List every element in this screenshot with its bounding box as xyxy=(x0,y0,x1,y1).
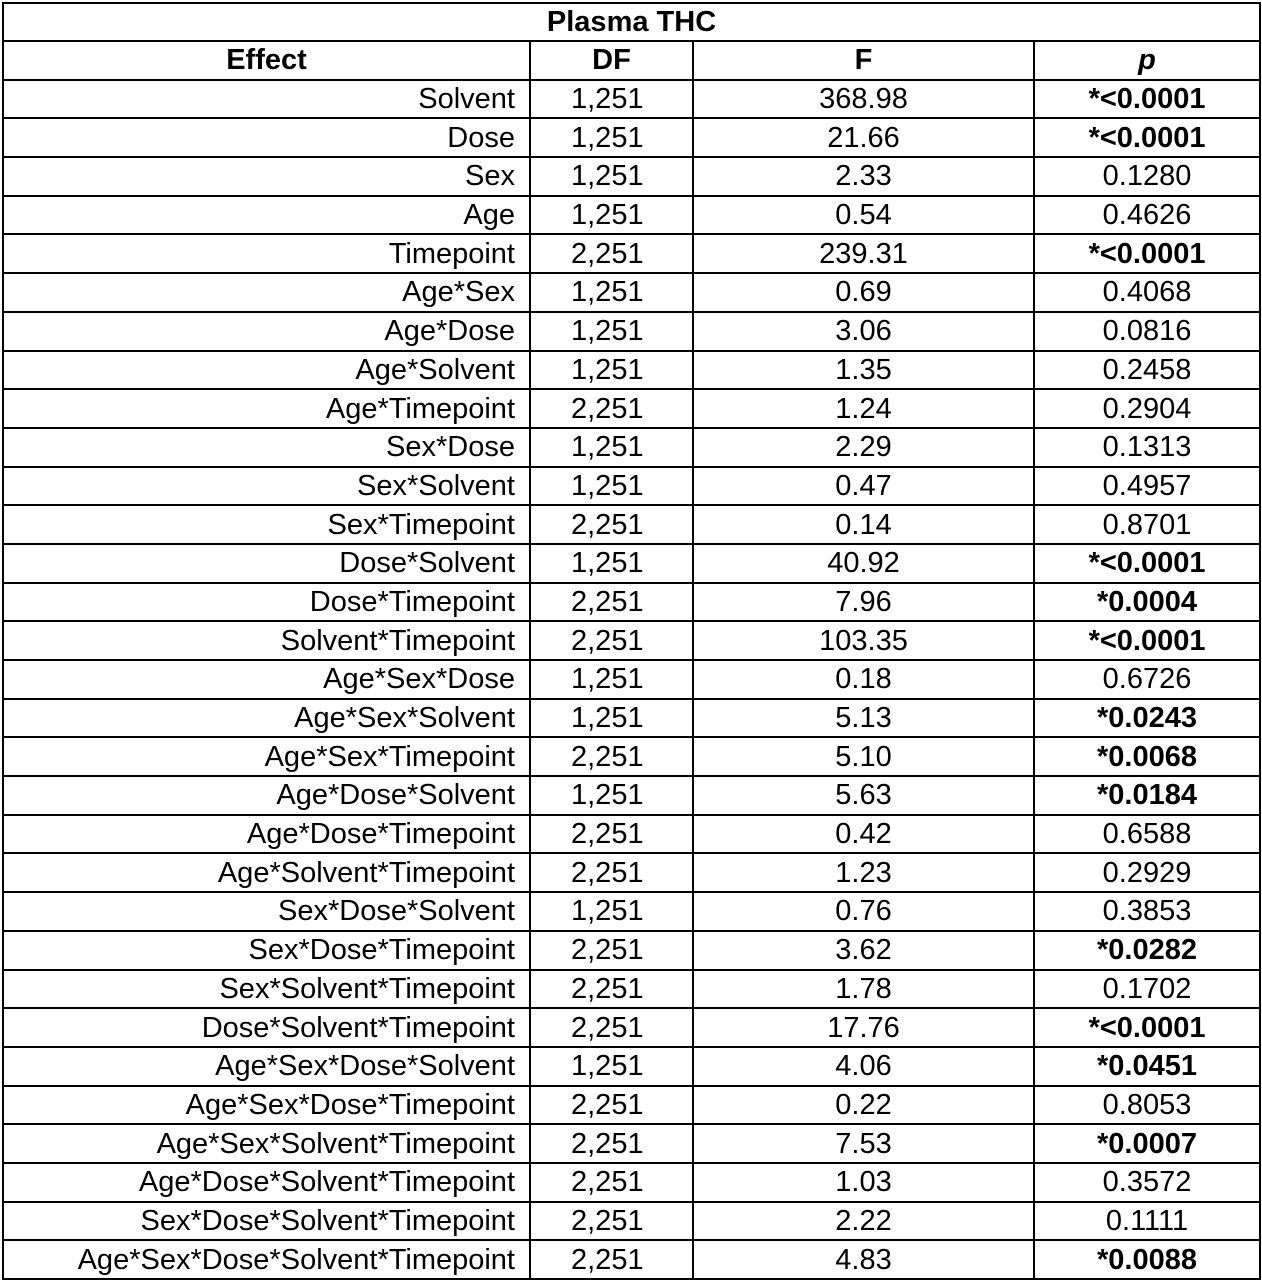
header-df: DF xyxy=(530,41,693,80)
f-value-cell: 7.96 xyxy=(693,583,1034,622)
table-row xyxy=(3,621,1260,660)
p-value-cell: 0.1280 xyxy=(1034,157,1260,196)
anova-table xyxy=(2,2,1261,1280)
df-cell: 2,251 xyxy=(530,1124,693,1163)
table-body xyxy=(3,80,1260,1279)
df-cell: 1,251 xyxy=(530,157,693,196)
effect-cell: Age*Sex*Solvent*Timepoint xyxy=(3,1124,530,1163)
table-row xyxy=(3,931,1260,970)
p-value-cell: 0.1313 xyxy=(1034,428,1260,467)
p-value-cell: 0.6726 xyxy=(1034,660,1260,699)
df-cell: 1,251 xyxy=(530,273,693,312)
table-row xyxy=(3,1086,1260,1125)
df-cell: 1,251 xyxy=(530,1047,693,1086)
df-cell: 1,251 xyxy=(530,467,693,506)
df-cell: 2,251 xyxy=(530,389,693,428)
effect-cell: Age*Sex*Dose*Solvent xyxy=(3,1047,530,1086)
df-cell: 2,251 xyxy=(530,1086,693,1125)
p-value-cell: 0.4957 xyxy=(1034,467,1260,506)
df-cell: 2,251 xyxy=(530,970,693,1009)
effect-cell: Sex*Solvent xyxy=(3,467,530,506)
effect-cell: Age*Solvent*Timepoint xyxy=(3,853,530,892)
table-title: Plasma THC xyxy=(3,3,1260,41)
p-value-cell: *0.0243 xyxy=(1034,699,1260,738)
df-cell: 2,251 xyxy=(530,815,693,854)
table-row xyxy=(3,815,1260,854)
df-cell: 1,251 xyxy=(530,80,693,119)
df-cell: 1,251 xyxy=(530,351,693,390)
f-value-cell: 4.83 xyxy=(693,1240,1034,1279)
p-value-cell: *0.0007 xyxy=(1034,1124,1260,1163)
table-row xyxy=(3,737,1260,776)
table-row xyxy=(3,428,1260,467)
f-value-cell: 7.53 xyxy=(693,1124,1034,1163)
effect-cell: Age*Solvent xyxy=(3,351,530,390)
table-row xyxy=(3,1008,1260,1047)
effect-cell: Timepoint xyxy=(3,234,530,273)
effect-cell: Dose*Timepoint xyxy=(3,583,530,622)
effect-cell: Age*Sex xyxy=(3,273,530,312)
effect-cell: Age xyxy=(3,196,530,235)
df-cell: 1,251 xyxy=(530,660,693,699)
p-value-cell: *0.0088 xyxy=(1034,1240,1260,1279)
f-value-cell: 5.63 xyxy=(693,776,1034,815)
table-row xyxy=(3,196,1260,235)
df-cell: 2,251 xyxy=(530,621,693,660)
table-row xyxy=(3,351,1260,390)
effect-cell: Sex xyxy=(3,157,530,196)
f-value-cell: 1.24 xyxy=(693,389,1034,428)
effect-cell: Solvent*Timepoint xyxy=(3,621,530,660)
p-value-cell: *<0.0001 xyxy=(1034,621,1260,660)
p-value-cell: *0.0068 xyxy=(1034,737,1260,776)
df-cell: 1,251 xyxy=(530,312,693,351)
f-value-cell: 368.98 xyxy=(693,80,1034,119)
df-cell: 1,251 xyxy=(530,776,693,815)
df-cell: 2,251 xyxy=(530,737,693,776)
df-cell: 2,251 xyxy=(530,931,693,970)
effect-cell: Dose xyxy=(3,118,530,157)
p-value-cell: 0.8701 xyxy=(1034,505,1260,544)
effect-cell: Age*Dose*Solvent*Timepoint xyxy=(3,1163,530,1202)
df-cell: 2,251 xyxy=(530,505,693,544)
p-value-cell: 0.1702 xyxy=(1034,970,1260,1009)
table-row xyxy=(3,544,1260,583)
f-value-cell: 103.35 xyxy=(693,621,1034,660)
f-value-cell: 0.14 xyxy=(693,505,1034,544)
table-row xyxy=(3,80,1260,119)
f-value-cell: 21.66 xyxy=(693,118,1034,157)
table-row xyxy=(3,234,1260,273)
f-value-cell: 4.06 xyxy=(693,1047,1034,1086)
table-row xyxy=(3,970,1260,1009)
df-cell: 2,251 xyxy=(530,234,693,273)
effect-cell: Solvent xyxy=(3,80,530,119)
table-row xyxy=(3,1047,1260,1086)
table-row xyxy=(3,312,1260,351)
table-row xyxy=(3,892,1260,931)
p-value-cell: *0.0004 xyxy=(1034,583,1260,622)
header-row xyxy=(3,41,1260,80)
table-row xyxy=(3,776,1260,815)
p-value-cell: 0.3853 xyxy=(1034,892,1260,931)
header-p: p xyxy=(1034,41,1260,80)
effect-cell: Age*Timepoint xyxy=(3,389,530,428)
table-row xyxy=(3,1202,1260,1241)
f-value-cell: 2.29 xyxy=(693,428,1034,467)
p-value-cell: *<0.0001 xyxy=(1034,1008,1260,1047)
table-row xyxy=(3,1124,1260,1163)
effect-cell: Age*Sex*Dose xyxy=(3,660,530,699)
p-value-cell: 0.8053 xyxy=(1034,1086,1260,1125)
header-f: F xyxy=(693,41,1034,80)
table-row xyxy=(3,118,1260,157)
effect-cell: Age*Dose xyxy=(3,312,530,351)
title-row xyxy=(3,3,1260,41)
f-value-cell: 2.33 xyxy=(693,157,1034,196)
table-row xyxy=(3,853,1260,892)
f-value-cell: 40.92 xyxy=(693,544,1034,583)
f-value-cell: 0.54 xyxy=(693,196,1034,235)
table-row xyxy=(3,157,1260,196)
f-value-cell: 0.22 xyxy=(693,1086,1034,1125)
f-value-cell: 5.13 xyxy=(693,699,1034,738)
p-value-cell: 0.4068 xyxy=(1034,273,1260,312)
p-value-cell: 0.3572 xyxy=(1034,1163,1260,1202)
p-value-cell: 0.2929 xyxy=(1034,853,1260,892)
table-row xyxy=(3,699,1260,738)
effect-cell: Sex*Timepoint xyxy=(3,505,530,544)
p-value-cell: 0.6588 xyxy=(1034,815,1260,854)
p-value-cell: 0.2904 xyxy=(1034,389,1260,428)
df-cell: 1,251 xyxy=(530,892,693,931)
df-cell: 2,251 xyxy=(530,1163,693,1202)
f-value-cell: 0.47 xyxy=(693,467,1034,506)
effect-cell: Sex*Dose*Solvent*Timepoint xyxy=(3,1202,530,1241)
f-value-cell: 2.22 xyxy=(693,1202,1034,1241)
p-value-cell: *0.0451 xyxy=(1034,1047,1260,1086)
f-value-cell: 0.76 xyxy=(693,892,1034,931)
effect-cell: Age*Sex*Solvent xyxy=(3,699,530,738)
df-cell: 2,251 xyxy=(530,853,693,892)
p-value-cell: *0.0184 xyxy=(1034,776,1260,815)
table-row xyxy=(3,1240,1260,1279)
table-row xyxy=(3,660,1260,699)
f-value-cell: 1.23 xyxy=(693,853,1034,892)
df-cell: 1,251 xyxy=(530,544,693,583)
header-effect: Effect xyxy=(3,41,530,80)
effect-cell: Sex*Dose xyxy=(3,428,530,467)
df-cell: 2,251 xyxy=(530,1202,693,1241)
effect-cell: Age*Dose*Solvent xyxy=(3,776,530,815)
table-row xyxy=(3,583,1260,622)
df-cell: 2,251 xyxy=(530,1008,693,1047)
table-row xyxy=(3,467,1260,506)
f-value-cell: 1.03 xyxy=(693,1163,1034,1202)
f-value-cell: 5.10 xyxy=(693,737,1034,776)
effect-cell: Sex*Solvent*Timepoint xyxy=(3,970,530,1009)
f-value-cell: 3.62 xyxy=(693,931,1034,970)
p-value-cell: *<0.0001 xyxy=(1034,234,1260,273)
p-value-cell: 0.0816 xyxy=(1034,312,1260,351)
df-cell: 2,251 xyxy=(530,1240,693,1279)
table-row xyxy=(3,273,1260,312)
effect-cell: Dose*Solvent*Timepoint xyxy=(3,1008,530,1047)
p-value-cell: 0.1111 xyxy=(1034,1202,1260,1241)
p-value-cell: *0.0282 xyxy=(1034,931,1260,970)
effect-cell: Sex*Dose*Solvent xyxy=(3,892,530,931)
p-value-cell: *<0.0001 xyxy=(1034,544,1260,583)
p-value-cell: *<0.0001 xyxy=(1034,118,1260,157)
f-value-cell: 0.69 xyxy=(693,273,1034,312)
table-row xyxy=(3,389,1260,428)
f-value-cell: 17.76 xyxy=(693,1008,1034,1047)
effect-cell: Sex*Dose*Timepoint xyxy=(3,931,530,970)
df-cell: 1,251 xyxy=(530,196,693,235)
p-value-cell: 0.4626 xyxy=(1034,196,1260,235)
table-container xyxy=(2,2,1261,1280)
f-value-cell: 0.18 xyxy=(693,660,1034,699)
f-value-cell: 239.31 xyxy=(693,234,1034,273)
effect-cell: Dose*Solvent xyxy=(3,544,530,583)
effect-cell: Age*Sex*Dose*Solvent*Timepoint xyxy=(3,1240,530,1279)
f-value-cell: 1.78 xyxy=(693,970,1034,1009)
f-value-cell: 3.06 xyxy=(693,312,1034,351)
effect-cell: Age*Sex*Timepoint xyxy=(3,737,530,776)
df-cell: 1,251 xyxy=(530,699,693,738)
table-row xyxy=(3,1163,1260,1202)
p-value-cell: *<0.0001 xyxy=(1034,80,1260,119)
df-cell: 1,251 xyxy=(530,118,693,157)
f-value-cell: 1.35 xyxy=(693,351,1034,390)
p-value-cell: 0.2458 xyxy=(1034,351,1260,390)
df-cell: 1,251 xyxy=(530,428,693,467)
effect-cell: Age*Dose*Timepoint xyxy=(3,815,530,854)
table-row xyxy=(3,505,1260,544)
df-cell: 2,251 xyxy=(530,583,693,622)
effect-cell: Age*Sex*Dose*Timepoint xyxy=(3,1086,530,1125)
f-value-cell: 0.42 xyxy=(693,815,1034,854)
